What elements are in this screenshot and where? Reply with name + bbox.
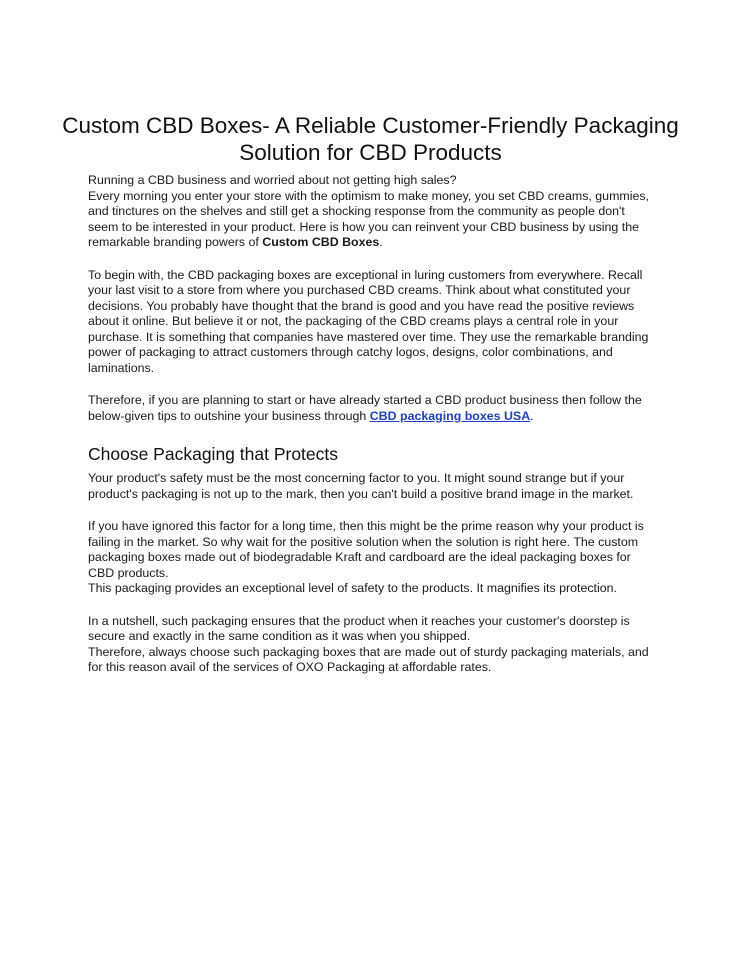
section-heading-protects: Choose Packaging that Protects (88, 444, 339, 464)
paragraph-packaging-power: To begin with, the CBD packaging boxes are exceptional in luring customers from everywhere. Recall your last visit to a store from where you purchased CBD creams. Think about what constituted your decisions. You probably have thought that the brand is good and you have read the positive reviews about it online. But believe it or not, the packaging of the CBD creams plays a central role in your purchase. It is something that companies have mastered over time. They use the remarkable branding power of packaging to attract customers through catchy logos, designs, color combinations, and laminations. (88, 267, 649, 375)
spacer (88, 376, 654, 393)
paragraph-safety-level: This packaging provides an exceptional level of safety to the products. It magnifies its protection. (88, 581, 617, 595)
paragraph-product-safety: Your product's safety must be the most concerning factor to you. It might sound strange but if your product's packaging is not up to the mark, then you can't build a positive brand image in the market. (88, 471, 634, 501)
custom-cbd-boxes-emphasis: Custom CBD Boxes (262, 235, 380, 249)
spacer (88, 251, 654, 268)
document-title: Custom CBD Boxes- A Reliable Customer-Friendly Packaging Solution for CBD Products (62, 113, 679, 165)
spacer (88, 424, 654, 443)
intro-text: Every morning you enter your store with the optimism to make money, you set CBD creams, gummies, and tinctures on the shelves and still get a shocking response from the community as people don't seem to be interested in your product. Here is how you can reinvent your CBD business by using the remarkable branding powers of (88, 188, 649, 249)
paragraph-choose-sturdy: Therefore, always choose such packaging boxes that are made out of sturdy packaging materials, and for this reason avail of the services of OXO Packaging at affordable rates. (88, 644, 649, 674)
spacer (88, 597, 654, 614)
tips-intro-text: Therefore, if you are planning to start or have already started a CBD product business then follow the below-given tips to outshine your business through (88, 393, 642, 423)
intro-paragraph (88, 189, 654, 251)
intro-end: . (379, 235, 383, 249)
paragraph-prime-reason: If you have ignored this factor for a long time, then this might be the prime reason why your product is failing in the market. So why wait for the positive solution when the solution is right here. The custom packaging boxes made out of biodegradable Kraft and cardboard are the ideal packaging boxes for CBD products. (88, 519, 644, 580)
tips-intro-end: . (530, 408, 534, 423)
spacer (88, 502, 654, 519)
cbd-packaging-boxes-usa-link[interactable]: CBD packaging boxes USA (369, 408, 531, 423)
intro-question: Running a CBD business and worried about not getting high sales? (88, 173, 457, 187)
document-body (88, 173, 654, 676)
paragraph-tips-intro (88, 393, 654, 424)
paragraph-nutshell: In a nutshell, such packaging ensures that the product when it reaches your customer's doorstep is secure and exactly in the same condition as it was when you shipped. (88, 613, 630, 643)
